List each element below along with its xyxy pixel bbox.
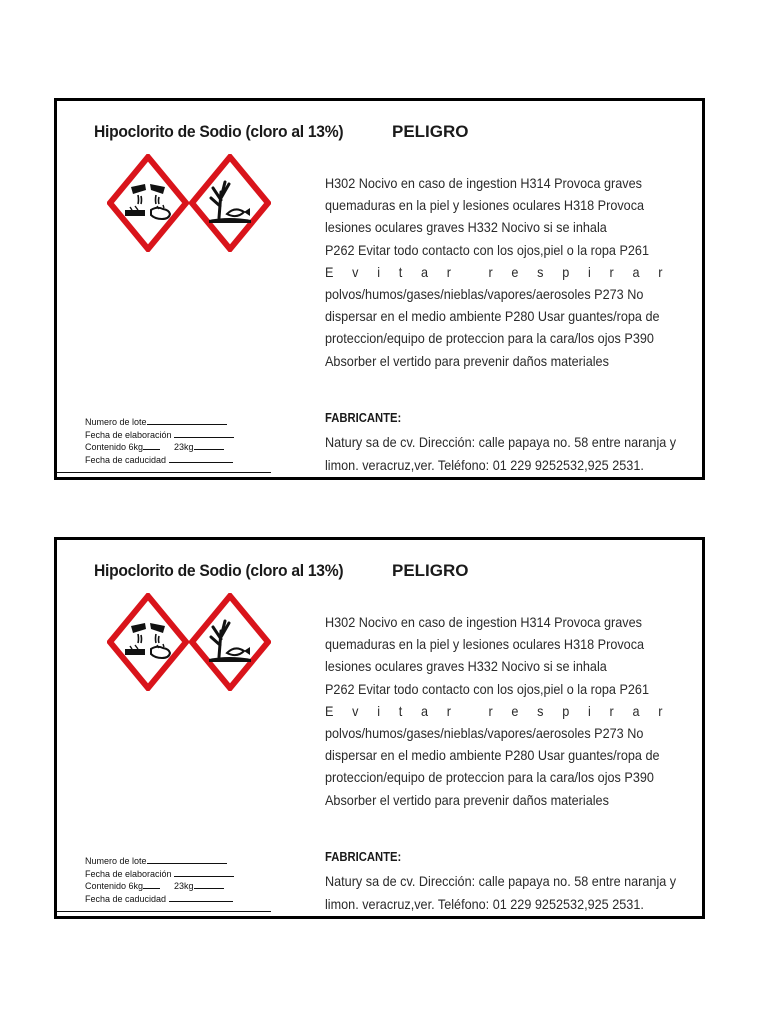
hazard-line: P262 Evitar todo contacto con los ojos,piel o la ropa P261	[325, 681, 649, 697]
manufacturer-info	[325, 431, 699, 477]
lot-info-fields	[85, 855, 275, 905]
spaced-letter: p	[562, 264, 570, 280]
hazard-label	[54, 98, 705, 480]
spaced-letter: i	[587, 703, 591, 719]
manufacturer-heading: FABRICANTE:	[325, 850, 402, 864]
manufacture-date-field: Fecha de elaboración	[85, 868, 275, 881]
spaced-letter: v	[352, 703, 359, 719]
hazard-line: proteccion/equipo de proteccion para la cara/los ojos P390	[325, 331, 654, 347]
spaced-letter: i	[377, 264, 381, 280]
environment-pictogram-icon	[189, 593, 271, 691]
spaced-letter: e	[511, 264, 519, 280]
corrosion-pictogram-icon	[107, 593, 189, 691]
spaced-letter: r	[488, 703, 493, 719]
hazard-line: H302 Nocivo en caso de ingestion H314 Provoca graves	[325, 615, 642, 630]
spaced-letter: t	[398, 264, 403, 280]
spaced-letter: r	[446, 264, 452, 280]
hazard-line: dispersar en el medio ambiente P280 Usar guantes/ropa de	[325, 748, 660, 764]
manufacture-date-field: Fecha de elaboración	[85, 429, 275, 442]
hazard-line: lesiones oculares graves H332 Nocivo si se inhala	[325, 659, 607, 675]
hazard-line: H302 Nocivo en caso de ingestion H314 Provoca graves	[325, 176, 642, 191]
manufacturer-line: Natury sa de cv. Dirección: calle papaya no. 58 entre naranja y	[325, 435, 677, 450]
hazard-label	[54, 537, 705, 919]
spaced-letter: E	[325, 703, 334, 719]
lot-divider	[57, 911, 271, 912]
manufacturer-heading: FABRICANTE:	[325, 411, 402, 425]
hazard-line: Absorber el vertido para prevenir daños materiales	[325, 353, 609, 369]
signal-word: PELIGRO	[392, 122, 469, 141]
hazard-line: quemaduras en la piel y lesiones oculares H318 Provoca	[325, 637, 645, 653]
spaced-letter: a	[632, 703, 640, 719]
spaced-letter: r	[609, 703, 614, 719]
signal-word: PELIGRO	[392, 561, 469, 580]
lot-divider	[57, 472, 271, 473]
hazard-statements	[325, 173, 663, 373]
lot-number-field: Numero de lote	[85, 855, 275, 868]
spaced-letter: a	[421, 264, 429, 280]
spaced-letter: s	[537, 264, 544, 280]
spaced-letter: i	[377, 703, 381, 719]
product-name: Hipoclorito de Sodio (cloro al 13%)	[94, 561, 344, 580]
hazard-line: Absorber el vertido para prevenir daños materiales	[325, 792, 609, 808]
product-name: Hipoclorito de Sodio (cloro al 13%)	[94, 122, 344, 141]
expiry-date-field: Fecha de caducidad	[85, 454, 275, 467]
expiry-date-field: Fecha de caducidad	[85, 893, 275, 906]
corrosion-pictogram-icon	[107, 154, 189, 252]
hazard-line: proteccion/equipo de proteccion para la cara/los ojos P390	[325, 770, 654, 786]
spaced-letter: r	[609, 264, 614, 280]
manufacturer-info	[325, 870, 699, 916]
ghs-pictograms	[107, 593, 277, 691]
spaced-letter: r	[446, 703, 452, 719]
spaced-letter: t	[398, 703, 403, 719]
spaced-letter: p	[562, 703, 570, 719]
spaced-letter: i	[587, 264, 591, 280]
hazard-line: P262 Evitar todo contacto con los ojos,piel o la ropa P261	[325, 242, 649, 258]
hazard-line: dispersar en el medio ambiente P280 Usar guantes/ropa de	[325, 309, 660, 325]
content-field: Contenido 6kg 23kg	[85, 880, 275, 893]
spaced-letter: s	[537, 703, 544, 719]
spaced-letter: r	[658, 703, 663, 719]
hazard-line: lesiones oculares graves H332 Nocivo si se inhala	[325, 220, 607, 236]
spaced-letter: E	[325, 264, 334, 280]
spaced-letter: e	[511, 703, 519, 719]
lot-number-field: Numero de lote	[85, 416, 275, 429]
manufacturer-line: Natury sa de cv. Dirección: calle papaya no. 58 entre naranja y	[325, 874, 677, 889]
hazard-line: quemaduras en la piel y lesiones oculares H318 Provoca	[325, 198, 645, 214]
spaced-words-line	[325, 701, 663, 723]
ghs-pictograms	[107, 154, 277, 252]
environment-pictogram-icon	[189, 154, 271, 252]
spaced-words-line	[325, 262, 663, 284]
spaced-letter: r	[658, 264, 663, 280]
lot-info-fields	[85, 416, 275, 466]
content-field: Contenido 6kg 23kg	[85, 441, 275, 454]
spaced-letter: a	[632, 264, 640, 280]
spaced-letter: r	[488, 264, 493, 280]
manufacturer-line: limon. veracruz,ver. Teléfono: 01 229 9252532,925 2531.	[325, 458, 644, 473]
spaced-letter: a	[421, 703, 429, 719]
hazard-line: polvos/humos/gases/nieblas/vapores/aerosoles P273 No	[325, 726, 644, 742]
hazard-statements	[325, 612, 663, 812]
spaced-letter: v	[352, 264, 359, 280]
manufacturer-line: limon. veracruz,ver. Teléfono: 01 229 9252532,925 2531.	[325, 897, 644, 912]
hazard-line: polvos/humos/gases/nieblas/vapores/aerosoles P273 No	[325, 287, 644, 303]
